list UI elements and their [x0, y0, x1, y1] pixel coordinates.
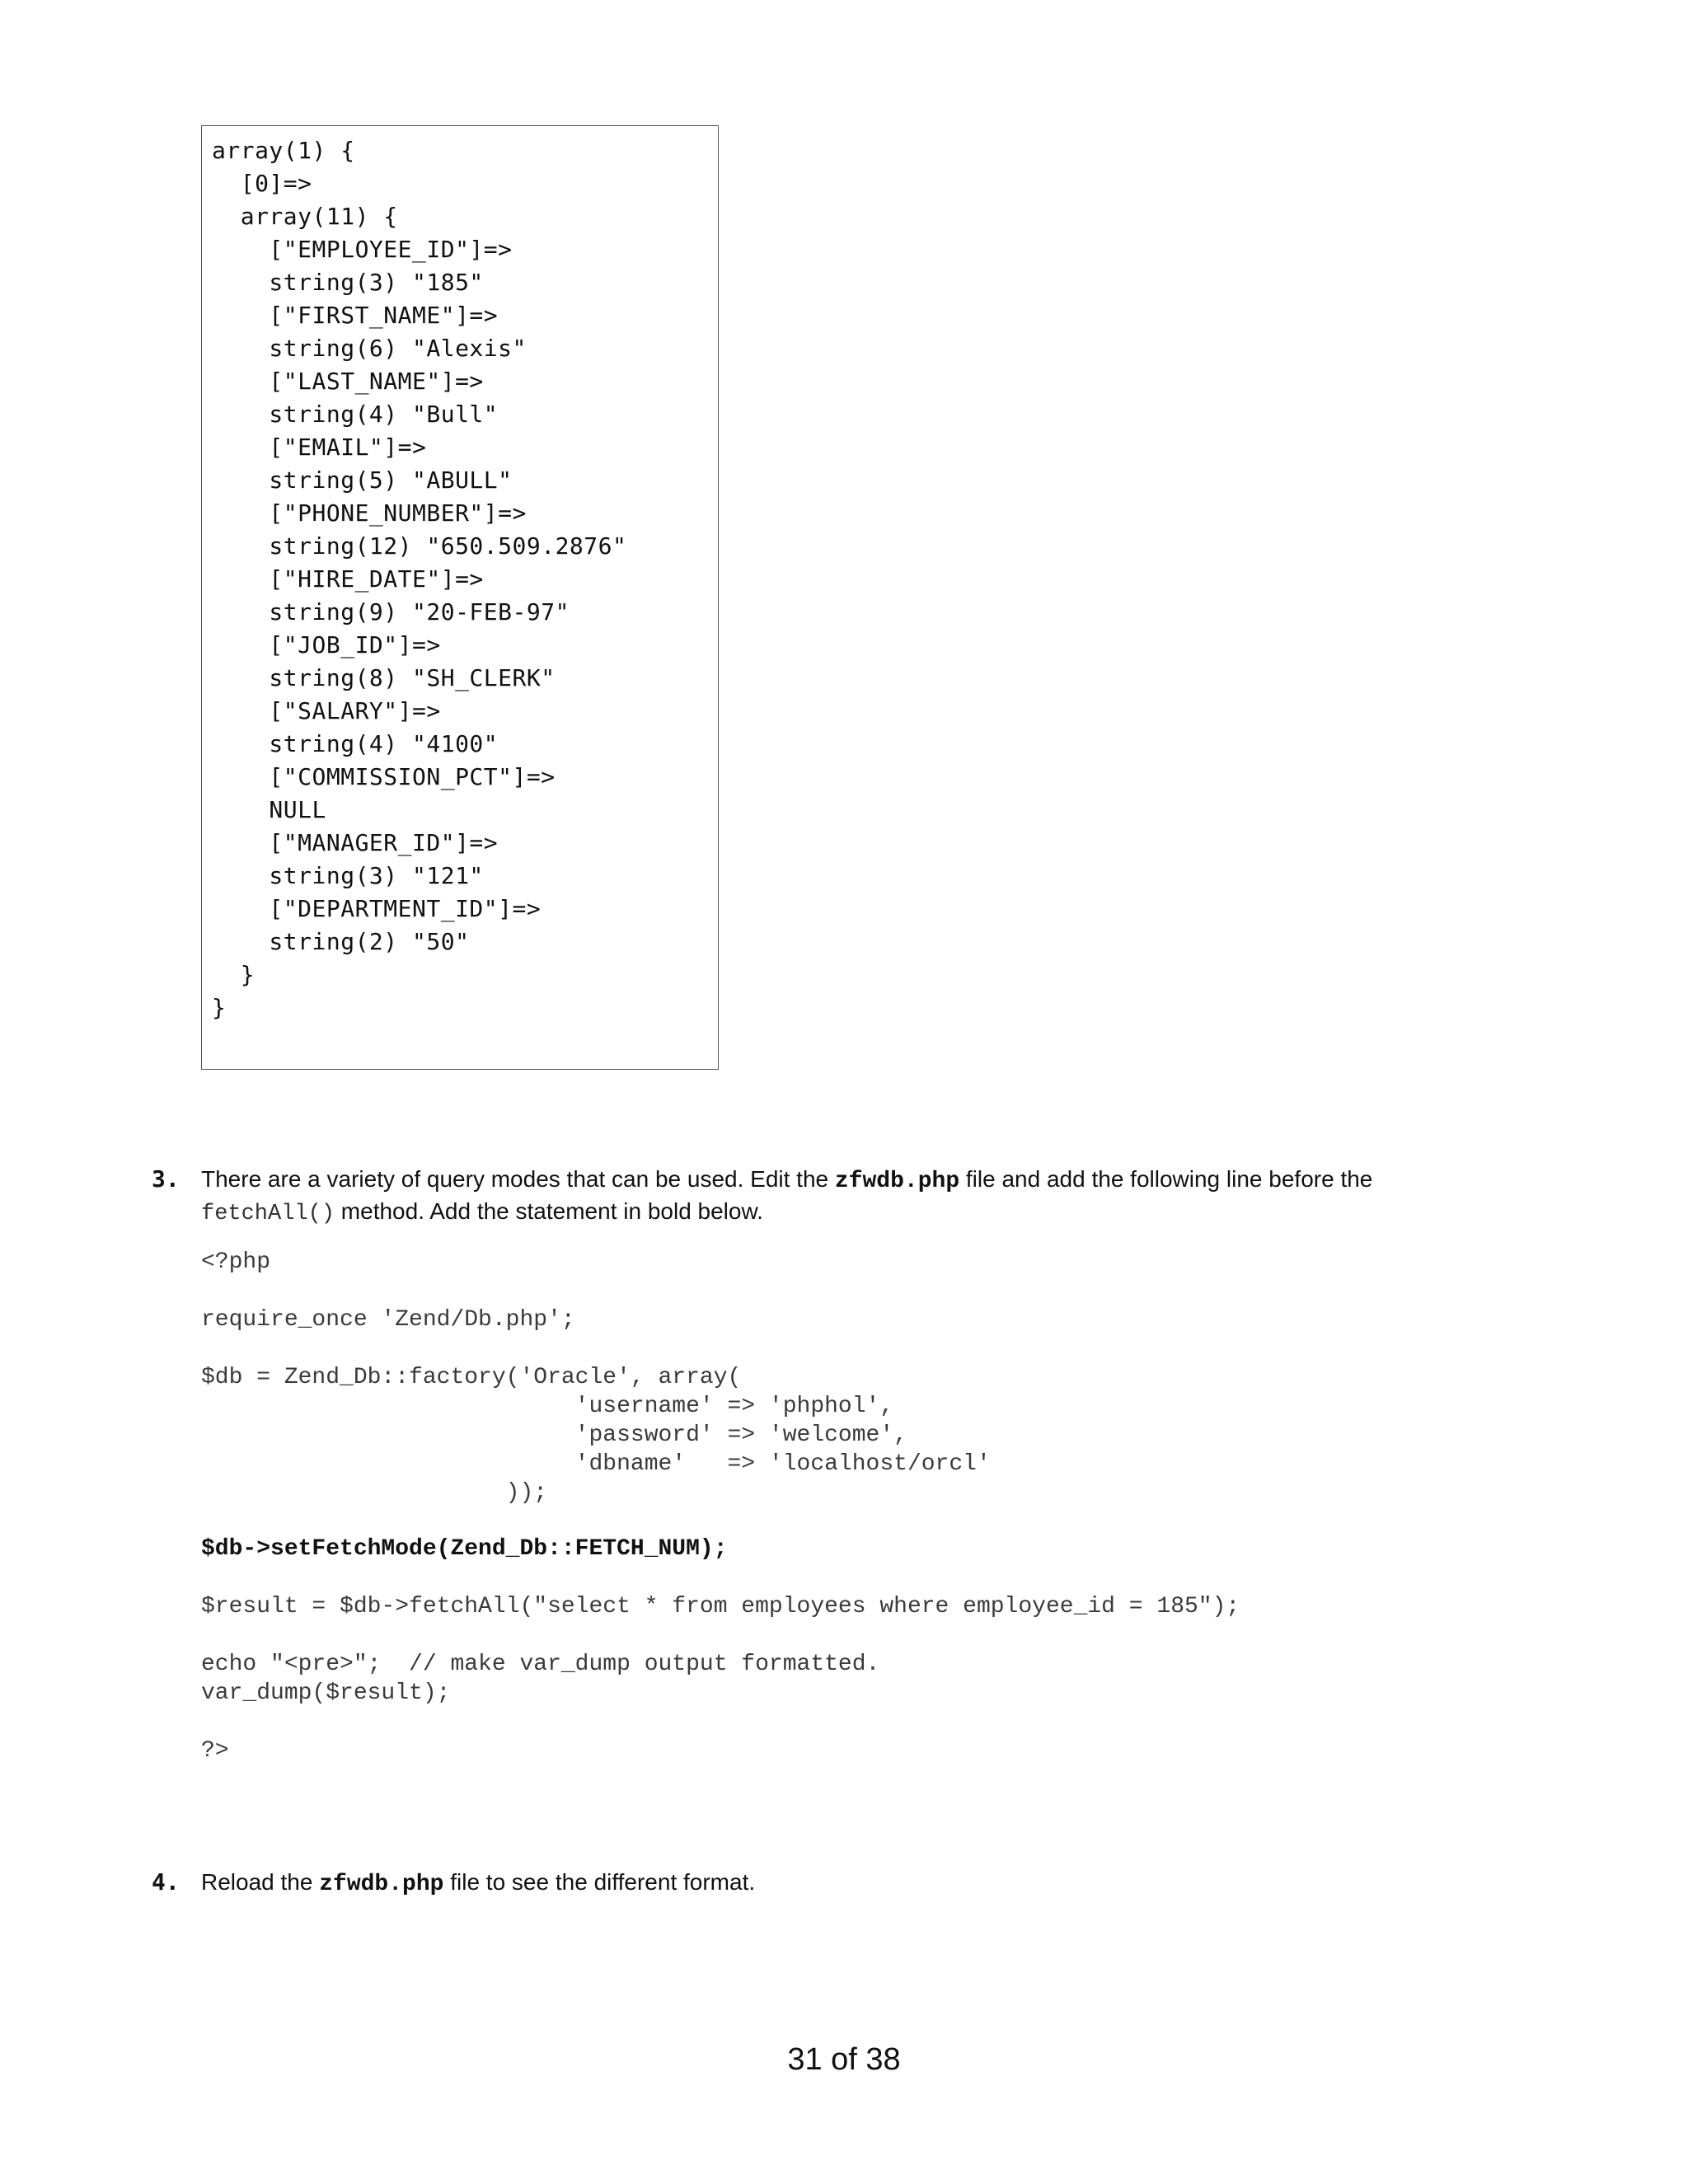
file-name: zfwdb.php	[319, 1872, 444, 1897]
method-name: fetchAll()	[201, 1202, 335, 1226]
step-3-number: 3.	[152, 1165, 180, 1193]
page-number: 31 of 38	[787, 2042, 901, 2077]
code-block-setup: <?php require_once 'Zend/Db.php'; $db = Zend_Db::factory('Oracle', array( 'username' => 'phphol', 'password' => 'welcome', 'dbname' => 'localhost/orcl' ));	[201, 1249, 991, 1506]
file-name: zfwdb.php	[834, 1169, 960, 1194]
step-4-text: Reload the zfwdb.php file to see the different format.	[201, 1869, 756, 1897]
step-4-number: 4.	[152, 1868, 180, 1896]
code-bold-statement: $db->setFetchMode(Zend_Db::FETCH_NUM);	[201, 1536, 728, 1562]
var-dump-output-text: array(1) { [0]=> array(11) { ["EMPLOYEE_ID"]=> string(3) "185" ["FIRST_NAME"]=> string(6) "Alexis" ["LAST_NAME"]=> string(4) "Bull" ["EMAIL"]=> string(5) "ABULL" ["PHONE_NUMBER"]=> string(12) "650.509.2876" ["HIRE_DATE"]=> string(9) "20-FEB-97" ["JOB_ID"]=> string(8) "SH_CLERK" ["SALARY"]=> string(4) "4100" ["COMMISSION_PCT"]=> NULL ["MANAGER_ID"]=> string(3) "121" ["DEPARTMENT_ID"]=> string(2) "50" } }	[212, 137, 627, 1021]
step-3-text: There are a variety of query modes that can be used. Edit the zfwdb.php file and add the following line before the fetchAll() method. Add the statement in bold below.	[201, 1166, 1373, 1226]
var-dump-output-box	[201, 125, 719, 1070]
code-block-query: $result = $db->fetchAll("select * from employees where employee_id = 185"); echo "<pre>"; // make var_dump output formatted. var_dump($result); ?>	[201, 1594, 1240, 1764]
